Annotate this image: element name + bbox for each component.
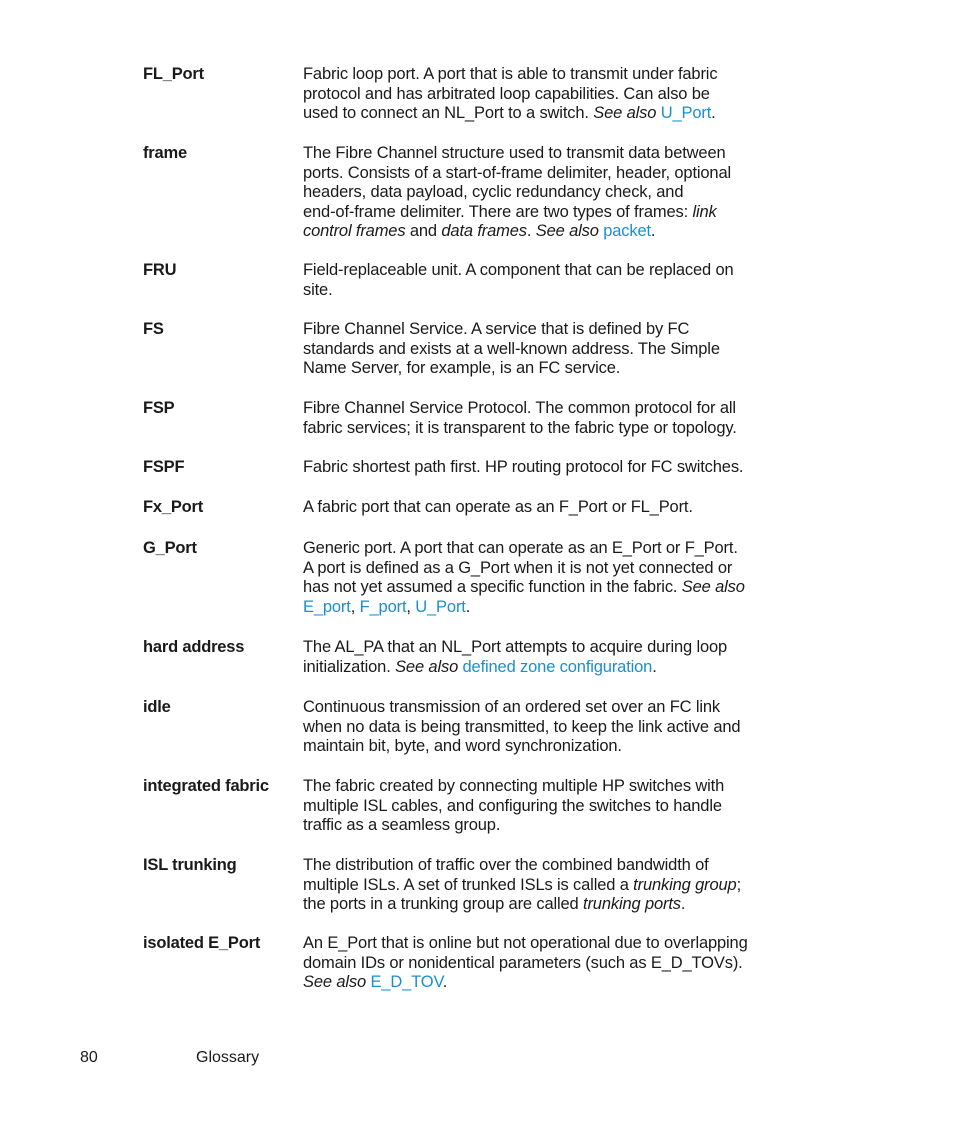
text-run: the ports in a trunking group are called [303,895,584,913]
text-run: Generic port. A port that can operate as an E_Port or F_Port. [303,539,738,557]
definition-line [303,718,783,738]
italic-text: See also [395,657,459,676]
definition-line [303,419,783,439]
definition-line [303,539,783,559]
definition-line [303,203,783,223]
glossary-definition [303,399,783,438]
glossary-term: integrated fabric [143,777,269,795]
definition-line [303,934,783,954]
definition-line [303,895,783,915]
text-run: . [465,597,471,616]
text-run: Continuous transmission of an ordered set over an FC link [303,698,720,716]
glossary-definition [303,856,783,915]
text-run: fabric services; it is transparent to the fabric type or topology. [303,418,737,437]
text-run: headers, data payload, cyclic redundancy check, and [303,183,684,201]
italic-text: link [692,202,717,221]
text-run: , [350,597,360,616]
text-run: , [406,597,416,616]
text-run: domain IDs or nonidentical parameters (such as E_D_TOVs). [303,953,743,972]
glossary-term: FRU [143,261,177,279]
footer-section-title: Glossary [196,1049,260,1066]
definition-line [303,458,783,478]
text-run: and [405,222,442,240]
italic-text: See also [303,973,367,991]
glossary-definition [303,458,783,478]
definition-line [303,973,783,993]
text-run: has not yet assumed a specific function in the fabric. [303,578,682,596]
definition-line [303,797,783,817]
text-run: standards and exists at a well-known address. The Simple [303,339,720,358]
cross-reference-link[interactable]: defined zone configuration [462,657,653,676]
text-run: Fibre Channel Service. A service that is defined by FC [303,320,690,338]
text-run: . [442,973,448,991]
text-run: maintain bit, byte, and word synchronization. [303,737,622,755]
cross-reference-link[interactable]: F_port [359,597,407,616]
text-run: Fabric shortest path first. HP routing protocol for FC switches. [303,458,744,476]
definition-line [303,399,783,419]
italic-text: trunking ports [583,895,681,913]
text-run: The distribution of traffic over the combined bandwidth of [303,856,709,874]
definition-line [303,144,783,164]
glossary-definition [303,261,783,300]
text-run: The AL_PA that an NL_Port attempts to acquire during loop [303,638,728,656]
italic-text: See also [681,578,745,596]
text-run: . [711,104,716,122]
definition-line [303,261,783,281]
glossary-definition [303,698,783,757]
definition-line [303,598,783,618]
text-run: multiple ISL cables, and configuring the switches to handle [303,796,722,815]
definition-line [303,856,783,876]
definition-line [303,777,783,797]
glossary-definition [303,144,783,242]
glossary-term: FS [143,320,164,338]
text-run: . [652,657,657,676]
text-run: Field-replaceable unit. A component that can be replaced on [303,261,734,279]
definition-line [303,164,783,184]
text-run: A fabric port that can operate as an F_Port or FL_Port. [303,498,693,516]
definition-line [303,816,783,836]
glossary-term: isolated E_Port [143,934,261,952]
glossary-term: G_Port [143,539,197,557]
glossary-definition [303,638,783,677]
glossary-term: frame [143,144,187,162]
definition-line [303,698,783,718]
definition-line [303,340,783,360]
glossary-definition [303,539,783,617]
text-run: used to connect an NL_Port to a switch. [303,104,594,122]
definition-line [303,359,783,379]
definition-line [303,281,783,301]
definition-line [303,578,783,598]
italic-text: See also [535,222,599,240]
text-run: when no data is being transmitted, to keep the link active and [303,717,741,736]
glossary-term: Fx_Port [143,498,204,516]
italic-text: control frames [303,222,406,240]
definition-line [303,222,783,242]
page-number: 80 [80,1049,98,1066]
text-run: ports. Consists of a start-of-frame delimiter, header, optional [303,163,732,182]
cross-reference-link[interactable]: E_port [303,597,351,616]
glossary-definition [303,498,783,518]
glossary-definition [303,320,783,379]
text-run: A port is defined as a G_Port when it is not yet connected or [303,558,733,577]
text-run: . [526,222,536,240]
text-run: traffic as a seamless group. [303,816,501,834]
glossary-term: hard address [143,638,245,656]
italic-text: data frames [441,222,527,240]
definition-line [303,559,783,579]
cross-reference-link[interactable]: E_D_TOV [370,973,443,991]
text-run: . [680,895,686,913]
glossary-term: ISL trunking [143,856,237,874]
text-run: initialization. [303,657,396,676]
text-run: site. [303,280,333,299]
text-run: protocol and has arbitrated loop capabilities. Can also be [303,84,710,103]
text-run: The fabric created by connecting multiple HP switches with [303,777,725,795]
text-run: Name Server, for example, is an FC service. [303,359,621,377]
text-run: An E_Port that is online but not operational due to overlapping [303,934,748,952]
text-run: Fabric loop port. A port that is able to transmit under fabric [303,65,718,83]
text-run: The Fibre Channel structure used to transmit data between [303,144,726,162]
text-run: multiple ISLs. A set of trunked ISLs is called a [303,875,634,894]
glossary-term: FSPF [143,458,185,476]
italic-text: trunking group [633,875,737,894]
italic-text: See also [593,104,657,122]
glossary-term: FL_Port [143,65,204,83]
text-run: end-of-frame delimiter. There are two types of frames: [303,202,693,221]
definition-line [303,498,783,518]
definition-line [303,104,783,124]
definition-line [303,85,783,105]
glossary-definition [303,934,783,993]
glossary-term: idle [143,698,171,716]
glossary-definition [303,65,783,124]
text-run: ; [736,875,741,894]
cross-reference-link[interactable]: U_Port [660,104,712,122]
text-run: Fibre Channel Service Protocol. The common protocol for all [303,399,736,417]
definition-line [303,183,783,203]
definition-line [303,320,783,340]
definition-line [303,737,783,757]
definition-line [303,954,783,974]
definition-line [303,638,783,658]
definition-line [303,876,783,896]
glossary-definition [303,777,783,836]
definition-line [303,65,783,85]
cross-reference-link[interactable]: packet [603,222,651,240]
cross-reference-link[interactable]: U_Port [415,597,466,616]
text-run: . [650,222,656,240]
glossary-term: FSP [143,399,175,417]
definition-line [303,658,783,678]
